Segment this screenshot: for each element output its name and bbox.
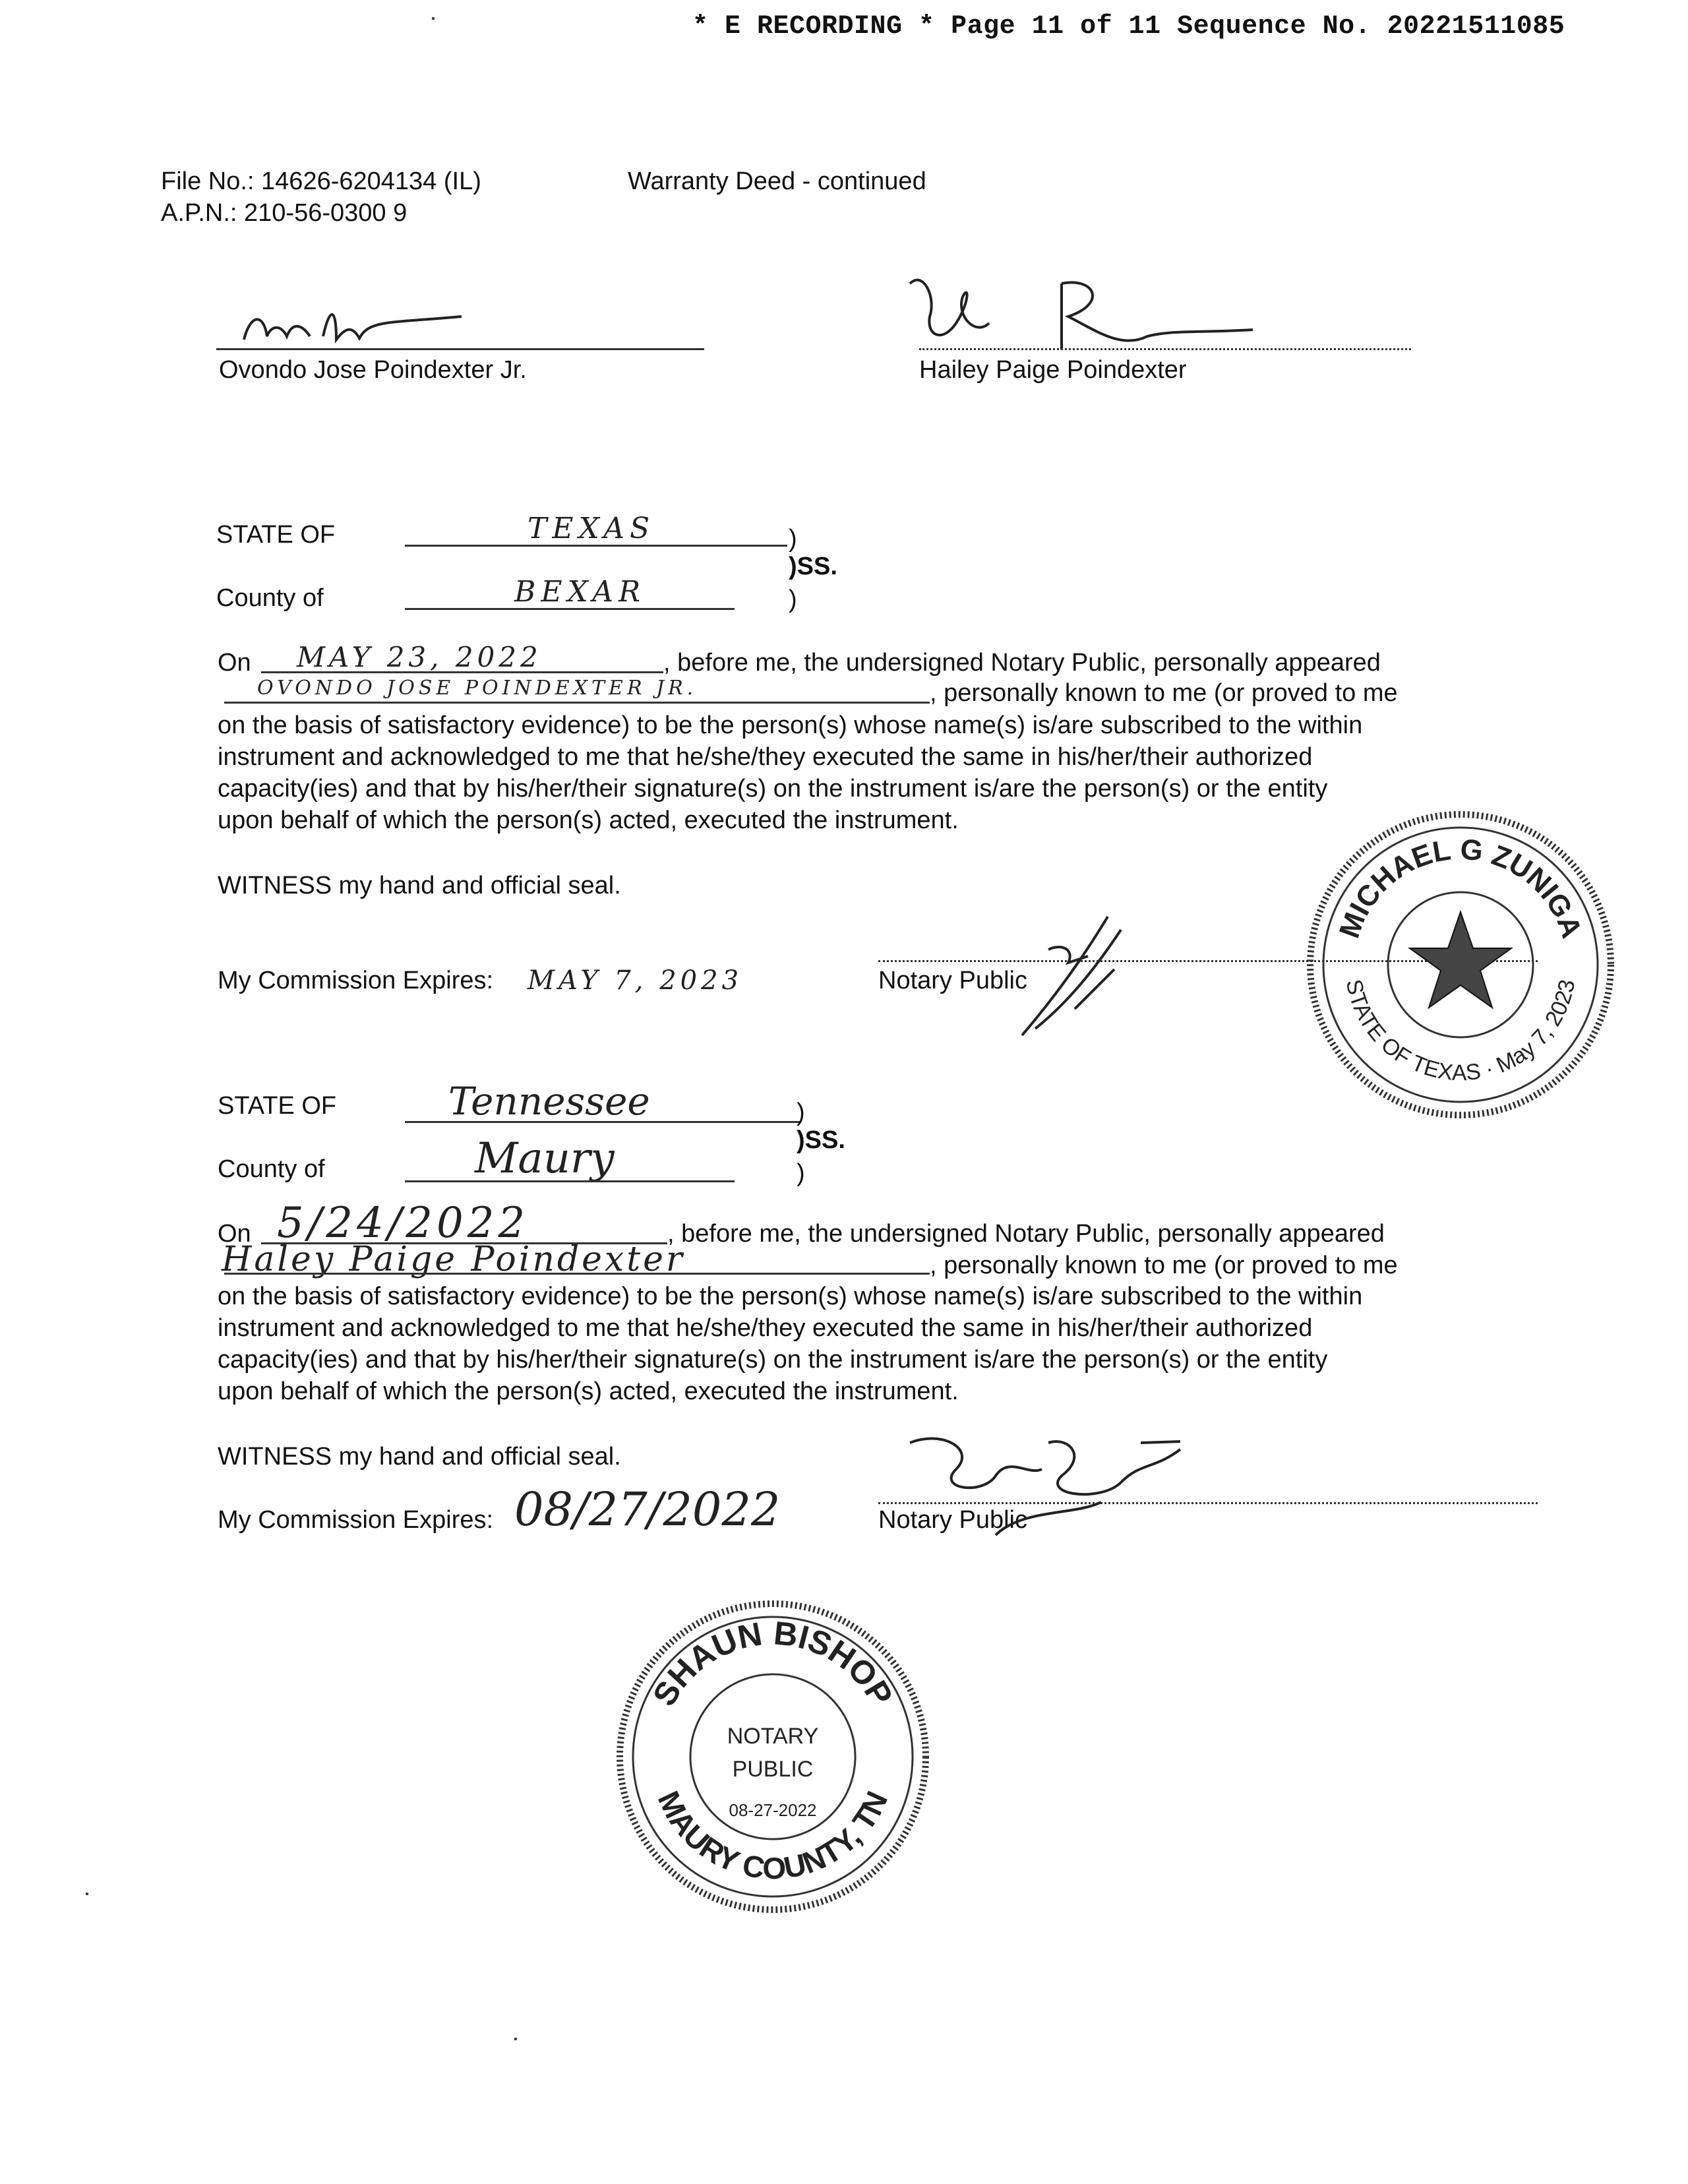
n2-state-label: STATE OF [218, 1092, 337, 1120]
n1-commission-value: MAY 7, 2023 [528, 965, 743, 996]
n1-paren-2: ) [789, 586, 797, 613]
n1-witness: WITNESS my hand and official seal. [218, 872, 621, 899]
svg-text:STATE OF TEXAS · May 7, 2023: STATE OF TEXAS · May 7, 2023 [1341, 977, 1581, 1086]
n1-body-line: on the basis of satisfactory evidence) to be the person(s) whose name(s) is/are subscribed to the within [218, 712, 1363, 739]
n2-commission-value: 08/27/2022 [514, 1482, 781, 1536]
scan-speck [432, 17, 435, 20]
n2-county-label: County of [218, 1155, 325, 1183]
apn-number: A.P.N.: 210-56-0300 9 [161, 199, 407, 227]
n1-body-line: upon behalf of which the person(s) acted, executed the instrument. [218, 806, 959, 834]
n2-body-line: upon behalf of which the person(s) acted, executed the instrument. [218, 1378, 959, 1405]
n1-county-label: County of [216, 584, 324, 612]
n2-witness: WITNESS my hand and official seal. [218, 1443, 621, 1471]
document-title: Warranty Deed - continued [628, 167, 926, 195]
notary-seal-tennessee [615, 1598, 931, 1915]
n1-notary-public: Notary Public [878, 967, 1027, 994]
n2-date-value: 5/24/2022 [277, 1199, 529, 1248]
n2-state-value: Tennessee [448, 1079, 650, 1124]
n1-body-line: instrument and acknowledged to me that he/she/they executed the same in his/her/their authorized [218, 743, 1313, 771]
n1-person-line [224, 702, 930, 704]
n2-person-value: Haley Paige Poindexter [222, 1240, 685, 1279]
n1-person-value: OVONDO JOSE POINDEXTER JR. [257, 677, 698, 700]
n1-state-value: TEXAS [528, 512, 655, 545]
signature-ovondo [237, 300, 475, 353]
n1-body-line: capacity(ies) and that by his/her/their signature(s) on the instrument is/are the person(s) or the entity [218, 775, 1328, 803]
n1-date-value: MAY 23, 2022 [297, 641, 542, 673]
n2-body-line: instrument and acknowledged to me that he/she/they executed the same in his/her/their authorized [218, 1314, 1313, 1342]
recording-header: * E RECORDING * Page 11 of 11 Sequence No. 20221511085 [692, 12, 1565, 42]
n2-person-line [224, 1273, 930, 1275]
n2-notary-public: Notary Public [878, 1506, 1027, 1534]
signature-line-1 [216, 348, 704, 350]
n2-commission-label: My Commission Expires: [218, 1506, 494, 1534]
n2-county-value: Maury [475, 1134, 615, 1183]
signer2-name: Hailey Paige Poindexter [919, 356, 1187, 384]
n2-known-text: , personally known to me (or proved to me [930, 1252, 1398, 1279]
n2-ss: )SS. [797, 1126, 845, 1154]
n1-commission-label: My Commission Expires: [218, 967, 494, 994]
n1-paren-1: ) [789, 525, 797, 553]
svg-text:MICHAEL G ZUNIGA: MICHAEL G ZUNIGA [1333, 833, 1588, 942]
n1-known-text: , personally known to me (or proved to me [930, 679, 1398, 707]
n2-body-line: capacity(ies) and that by his/her/their signature(s) on the instrument is/are the person(s) or the entity [218, 1346, 1328, 1374]
n1-appeared-text: , before me, the undersigned Notary Public, personally appeared [663, 649, 1381, 677]
signature-notary-2 [903, 1430, 1207, 1542]
svg-text:NOTARY: NOTARY [727, 1724, 819, 1749]
n2-state-line [405, 1121, 800, 1123]
svg-text:08-27-2022: 08-27-2022 [729, 1800, 817, 1820]
n2-on-label: On [218, 1220, 251, 1248]
signature-notary-1 [1009, 910, 1141, 1042]
n2-body-line: on the basis of satisfactory evidence) to be the person(s) whose name(s) is/are subscribed to the within [218, 1283, 1363, 1310]
signer1-name: Ovondo Jose Poindexter Jr. [219, 356, 527, 384]
n2-paren-1: ) [797, 1099, 805, 1126]
n1-date-line [261, 671, 663, 673]
svg-text:MAURY COUNTY, TN: MAURY COUNTY, TN [651, 1786, 895, 1886]
n2-paren-2: ) [797, 1159, 805, 1187]
file-number: File No.: 14626-6204134 (IL) [161, 167, 481, 195]
svg-text:PUBLIC: PUBLIC [732, 1757, 814, 1782]
signature-hailey [897, 270, 1266, 356]
n1-county-value: BEXAR [514, 575, 646, 609]
n1-state-line [405, 545, 787, 547]
n1-state-label: STATE OF [216, 521, 336, 549]
n2-county-line [405, 1180, 735, 1182]
n1-body [218, 710, 1484, 836]
svg-text:SHAUN BISHOP: SHAUN BISHOP [646, 1614, 900, 1713]
n1-on-label: On [218, 649, 251, 677]
signature-line-2 [919, 348, 1411, 350]
notary-seal-texas [1306, 810, 1615, 1120]
n2-appeared-text: , before me, the undersigned Notary Public, personally appeared [667, 1220, 1385, 1248]
n2-body [218, 1281, 1484, 1407]
n1-county-line [405, 608, 735, 610]
n1-ss: )SS. [789, 553, 837, 580]
scan-speck [86, 1893, 88, 1895]
scan-speck [514, 2038, 517, 2040]
